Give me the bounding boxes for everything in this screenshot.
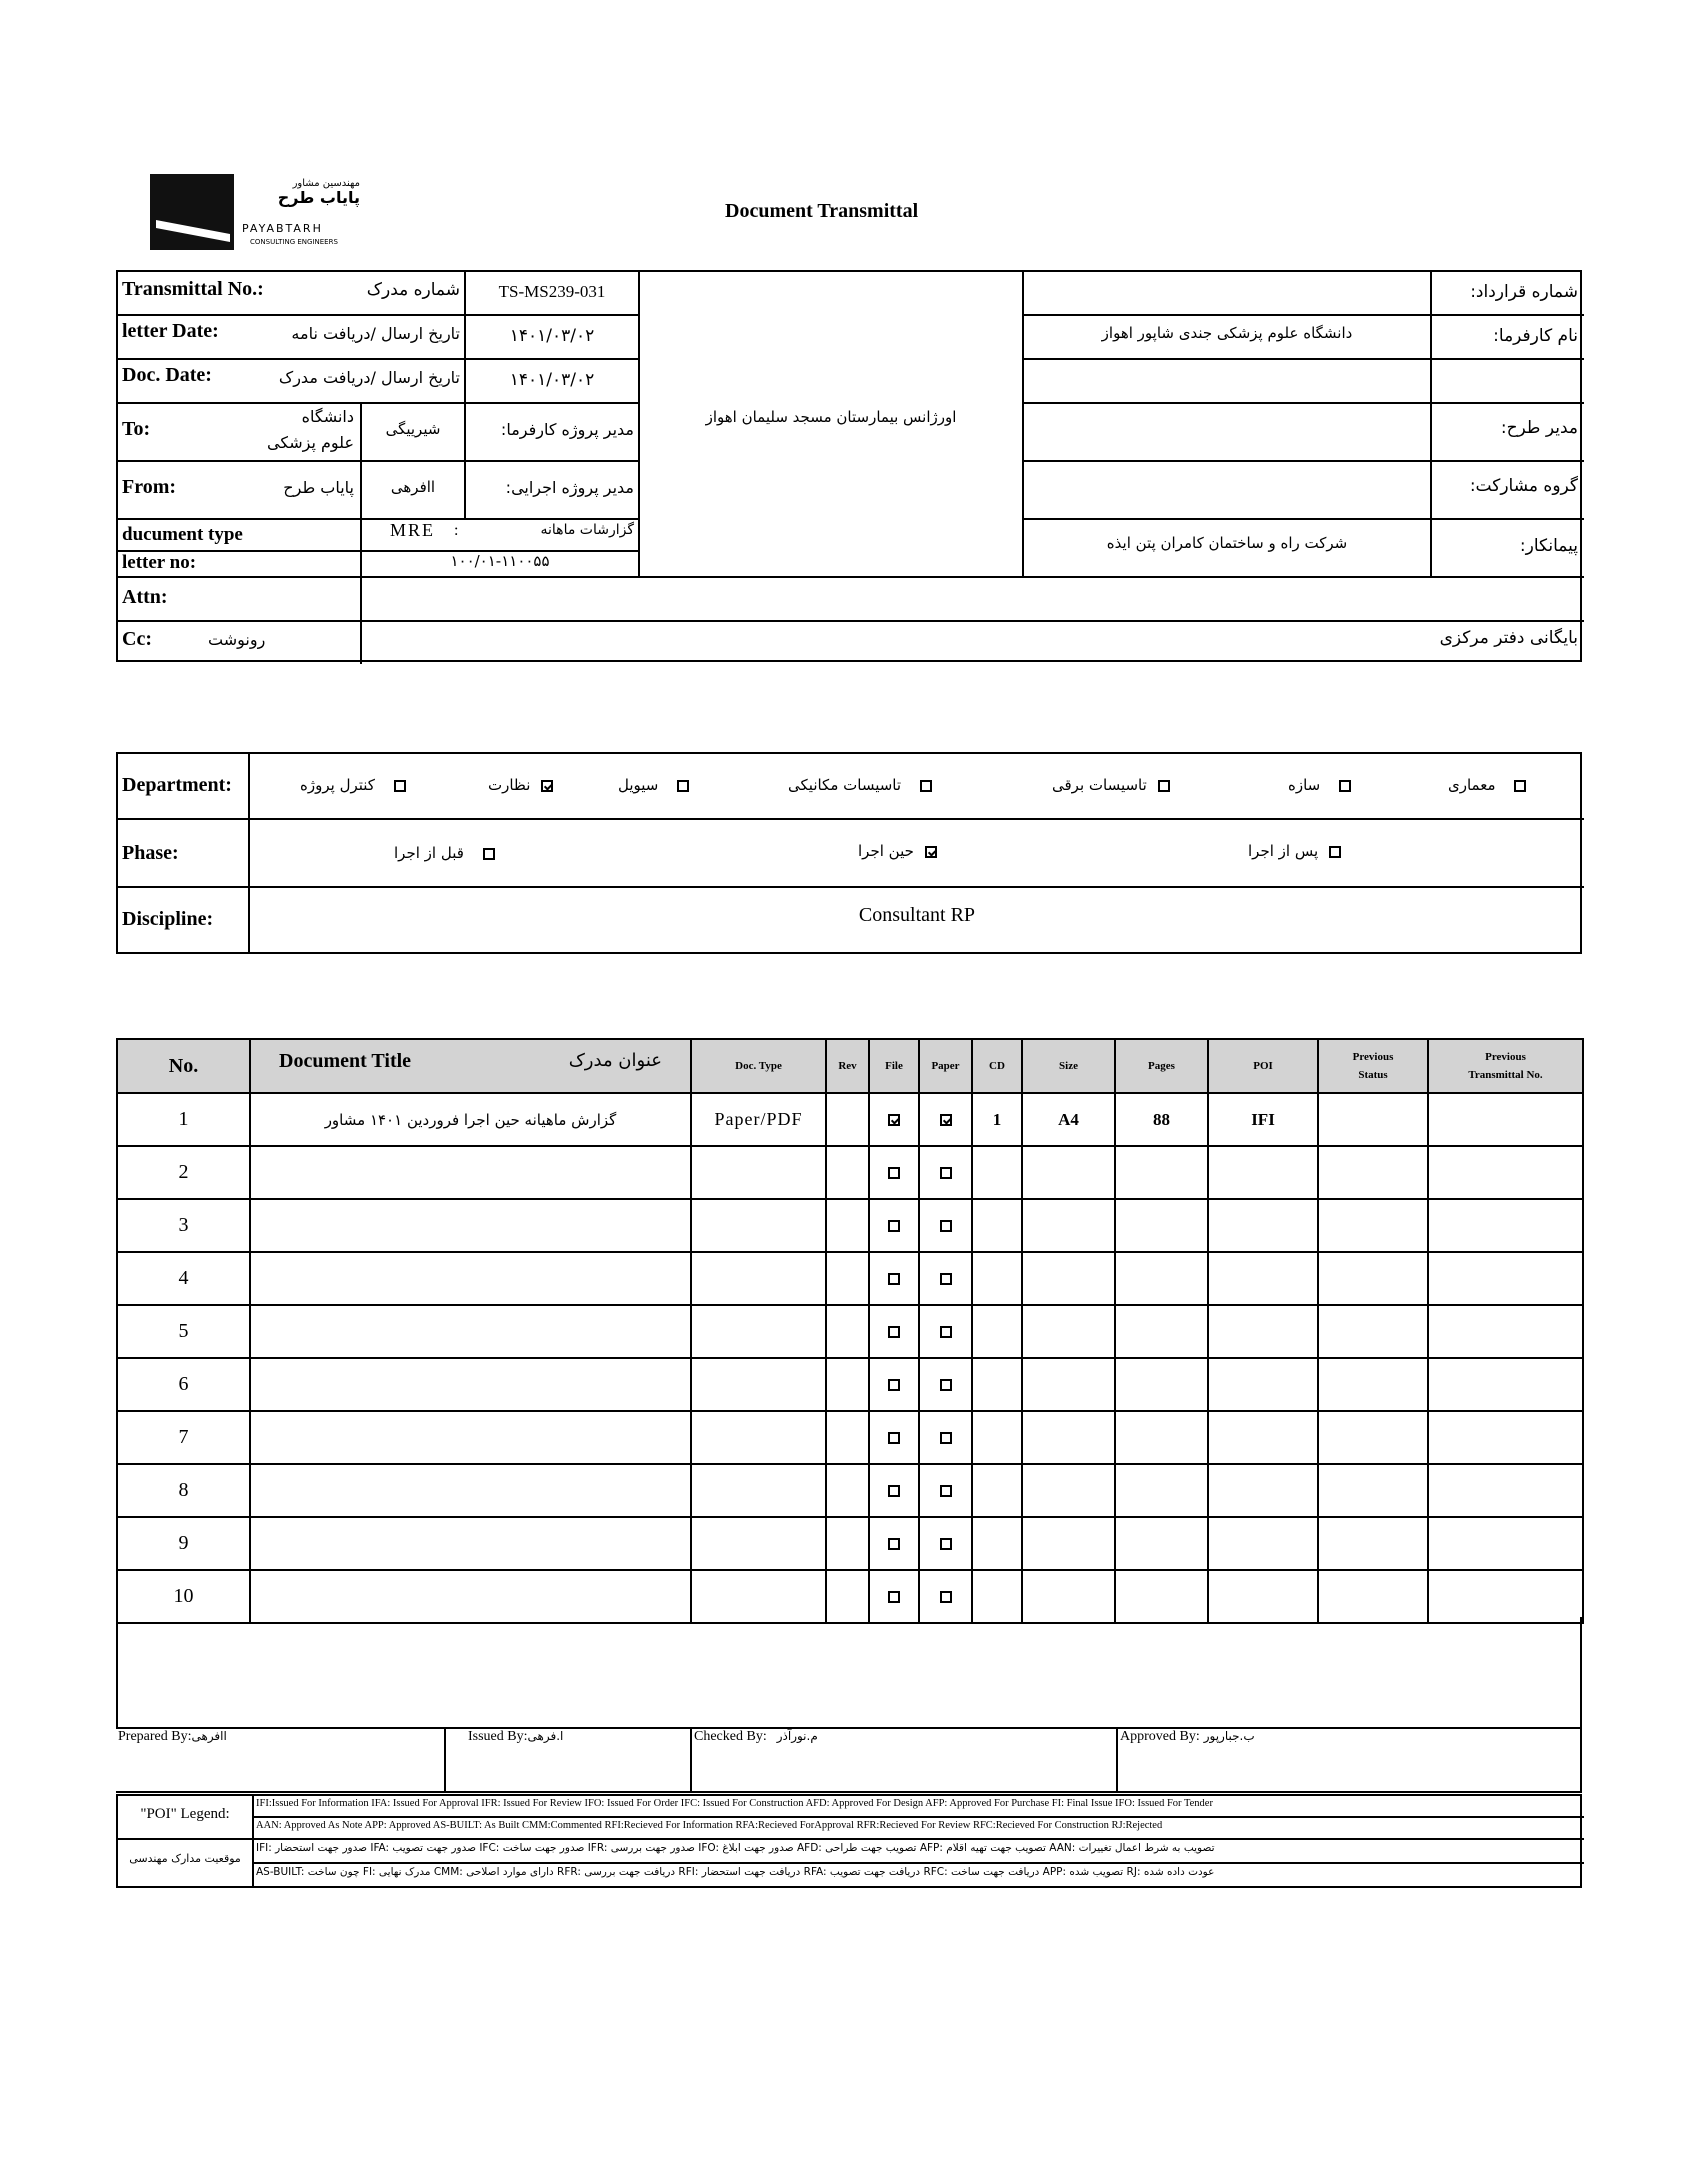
from-role: مدیر پروژه اجرایی: bbox=[505, 478, 634, 497]
row-cd[interactable] bbox=[972, 1252, 1022, 1305]
row-title[interactable] bbox=[250, 1305, 691, 1358]
from-value: پایاب طرح bbox=[283, 478, 354, 497]
row-paper[interactable] bbox=[919, 1464, 972, 1517]
letter-no-label: letter no: bbox=[122, 552, 197, 573]
row-doc-type[interactable] bbox=[691, 1570, 826, 1623]
row-prev-transmittal[interactable] bbox=[1428, 1570, 1583, 1623]
row-cd[interactable] bbox=[972, 1305, 1022, 1358]
row-no[interactable]: 3 bbox=[117, 1199, 250, 1252]
file-checkbox[interactable] bbox=[888, 1379, 900, 1391]
col-rev: Rev bbox=[826, 1039, 869, 1093]
col-pages: Pages bbox=[1115, 1039, 1208, 1093]
dept-item-architecture[interactable] bbox=[1448, 776, 1526, 794]
classification-block bbox=[116, 752, 1582, 954]
transmittal-no-value: TS-MS239-031 bbox=[498, 282, 606, 301]
row-size[interactable] bbox=[1022, 1358, 1115, 1411]
row-no[interactable]: 4 bbox=[117, 1252, 250, 1305]
row-doc-type[interactable]: Paper/PDF bbox=[691, 1093, 826, 1146]
partner-label: گروه مشارکت: bbox=[1469, 476, 1578, 496]
file-checkbox[interactable] bbox=[888, 1485, 900, 1497]
phase-checkbox-during[interactable] bbox=[925, 846, 937, 858]
to-label: To: bbox=[122, 418, 151, 440]
discipline-value: Consultant RP bbox=[858, 904, 976, 926]
table-row bbox=[117, 1199, 1583, 1252]
letter-no-value: ۱۰۰/۰۱-۱۱۰۰۵۵ bbox=[450, 552, 550, 570]
doc-date-value: ۱۴۰۱/۰۳/۰۲ bbox=[509, 370, 595, 390]
row-doc-type[interactable] bbox=[691, 1252, 826, 1305]
row-rev[interactable] bbox=[826, 1093, 869, 1146]
notes-area[interactable] bbox=[116, 1617, 1582, 1729]
col-doc-type: Doc. Type bbox=[691, 1039, 826, 1093]
row-cd[interactable]: 1 bbox=[972, 1093, 1022, 1146]
approved-by-value: ب.جبارپور bbox=[1203, 1729, 1255, 1743]
row-title[interactable] bbox=[250, 1199, 691, 1252]
row-pages[interactable]: 88 bbox=[1115, 1093, 1208, 1146]
prepared-by-label: Prepared By: bbox=[118, 1729, 192, 1744]
row-rev[interactable] bbox=[826, 1146, 869, 1199]
row-file[interactable] bbox=[869, 1517, 919, 1570]
row-paper[interactable] bbox=[919, 1199, 972, 1252]
row-cd[interactable] bbox=[972, 1570, 1022, 1623]
row-title[interactable] bbox=[250, 1411, 691, 1464]
file-checkbox[interactable] bbox=[888, 1273, 900, 1285]
dept-label-electrical: تاسیسات برقی bbox=[1052, 776, 1147, 794]
company-logo bbox=[150, 174, 360, 252]
row-prev-status[interactable] bbox=[1318, 1252, 1428, 1305]
dept-checkbox-electrical[interactable] bbox=[1158, 780, 1170, 792]
paper-checkbox[interactable] bbox=[940, 1326, 952, 1338]
phase-checkbox-after[interactable] bbox=[1329, 846, 1341, 858]
checked-by-label: Checked By: bbox=[694, 1729, 767, 1744]
row-prev-status[interactable] bbox=[1318, 1305, 1428, 1358]
dept-item-supervision[interactable] bbox=[488, 776, 553, 794]
row-pages[interactable] bbox=[1115, 1305, 1208, 1358]
poi-legend-fa-label: موقعیت مدارک مهندسی bbox=[129, 1852, 241, 1865]
dept-label-project-control: کنترل پروژه bbox=[300, 776, 375, 794]
discipline-label: Discipline: bbox=[122, 908, 214, 930]
row-prev-status[interactable] bbox=[1318, 1199, 1428, 1252]
row-paper[interactable] bbox=[919, 1093, 972, 1146]
transmittal-no-fa: شماره مدرک bbox=[366, 280, 460, 300]
row-paper[interactable] bbox=[919, 1517, 972, 1570]
row-prev-transmittal[interactable] bbox=[1428, 1517, 1583, 1570]
client-label: نام کارفرما: bbox=[1493, 326, 1578, 346]
row-poi[interactable]: IFI bbox=[1208, 1093, 1318, 1146]
dept-item-project-control[interactable] bbox=[300, 776, 406, 794]
file-checkbox[interactable] bbox=[888, 1114, 900, 1126]
legend-fa-line2: AS-BUILT: چون ساخت FI: مدرک نهایی CMM: دارای موارد اصلاحی RFR: دریافت جهت بررسی RFI: دریافت جهت استحضار RFA: دریافت جهت تصویب RFC: دریافت جهت ساخت APP: تصویب شده RJ: عودت داده شده bbox=[256, 1866, 1215, 1878]
dept-label-civil: سیویل bbox=[618, 776, 659, 794]
attn-label: Attn: bbox=[122, 586, 168, 608]
row-poi[interactable] bbox=[1208, 1252, 1318, 1305]
row-size[interactable] bbox=[1022, 1305, 1115, 1358]
to-value-line2: علوم پزشکی bbox=[267, 433, 354, 452]
row-prev-transmittal[interactable] bbox=[1428, 1093, 1583, 1146]
cc-fa: رونوشت bbox=[208, 630, 266, 649]
paper-checkbox[interactable] bbox=[940, 1220, 952, 1232]
contract-no-label: شماره قرارداد: bbox=[1470, 282, 1578, 302]
row-poi[interactable] bbox=[1208, 1464, 1318, 1517]
row-file[interactable] bbox=[869, 1305, 919, 1358]
col-title-fa: عنوان مدرک bbox=[568, 1050, 662, 1071]
cc-value: بایگانی دفتر مرکزی bbox=[1439, 628, 1578, 648]
poi-legend-label: "POI" Legend: bbox=[140, 1806, 230, 1822]
row-prev-status[interactable] bbox=[1318, 1517, 1428, 1570]
letter-date-label: letter Date: bbox=[122, 320, 219, 342]
row-doc-type[interactable] bbox=[691, 1358, 826, 1411]
phase-label-after: پس از اجرا bbox=[1248, 842, 1319, 860]
row-file[interactable] bbox=[869, 1358, 919, 1411]
logo-en-line1: PAYABTARH bbox=[242, 222, 323, 235]
row-pages[interactable] bbox=[1115, 1358, 1208, 1411]
department-label: Department: bbox=[122, 774, 232, 796]
issued-by bbox=[468, 1729, 563, 1745]
col-prev-status-line2: Status bbox=[1358, 1069, 1388, 1081]
table-row bbox=[117, 1570, 1583, 1623]
table-row bbox=[117, 1411, 1583, 1464]
dept-label-supervision: نظارت bbox=[488, 776, 531, 794]
row-file[interactable] bbox=[869, 1464, 919, 1517]
doc-date-label: Doc. Date: bbox=[122, 364, 212, 386]
documents-table bbox=[116, 1038, 1584, 1624]
doc-type-sep: : bbox=[454, 522, 459, 539]
logo-fa-line2: پاياب طرح bbox=[277, 188, 360, 207]
to-role: مدیر پروژه کارفرما: bbox=[500, 420, 634, 439]
row-rev[interactable] bbox=[826, 1464, 869, 1517]
poi-legend bbox=[116, 1794, 1582, 1888]
dept-checkbox-project-control[interactable] bbox=[394, 780, 406, 792]
row-size[interactable] bbox=[1022, 1252, 1115, 1305]
row-rev[interactable] bbox=[826, 1199, 869, 1252]
row-doc-type[interactable] bbox=[691, 1517, 826, 1570]
row-file[interactable] bbox=[869, 1146, 919, 1199]
row-no[interactable]: 6 bbox=[117, 1358, 250, 1411]
row-size[interactable] bbox=[1022, 1199, 1115, 1252]
dept-label-architecture: معماری bbox=[1448, 776, 1496, 794]
row-doc-type[interactable] bbox=[691, 1464, 826, 1517]
file-checkbox[interactable] bbox=[888, 1220, 900, 1232]
row-prev-transmittal[interactable] bbox=[1428, 1464, 1583, 1517]
phase-item-before[interactable] bbox=[394, 844, 495, 862]
col-cd: CD bbox=[972, 1039, 1022, 1093]
row-file[interactable] bbox=[869, 1411, 919, 1464]
row-cd[interactable] bbox=[972, 1199, 1022, 1252]
dept-checkbox-mechanical[interactable] bbox=[920, 780, 932, 792]
row-pages[interactable] bbox=[1115, 1146, 1208, 1199]
table-header-row bbox=[117, 1039, 1583, 1093]
dept-item-structure[interactable] bbox=[1288, 776, 1351, 794]
row-poi[interactable] bbox=[1208, 1411, 1318, 1464]
dept-item-electrical[interactable] bbox=[1052, 776, 1170, 794]
prepared-by-value: اافرهی bbox=[191, 1729, 227, 1743]
row-title[interactable] bbox=[250, 1252, 691, 1305]
row-cd[interactable] bbox=[972, 1146, 1022, 1199]
checked-by bbox=[694, 1729, 818, 1745]
doc-type-fa: گزارشات ماهانه bbox=[540, 522, 634, 538]
doc-type-code: MRE bbox=[390, 520, 436, 540]
row-title[interactable] bbox=[250, 1570, 691, 1623]
cc-label: Cc: bbox=[122, 628, 152, 650]
phase-item-after[interactable] bbox=[1248, 842, 1341, 860]
row-no[interactable]: 7 bbox=[117, 1411, 250, 1464]
contractor-label: پیمانکار: bbox=[1519, 536, 1578, 556]
dept-checkbox-civil[interactable] bbox=[677, 780, 689, 792]
row-prev-status[interactable] bbox=[1318, 1570, 1428, 1623]
row-rev[interactable] bbox=[826, 1517, 869, 1570]
col-title bbox=[250, 1039, 691, 1093]
issued-by-label: Issued By: bbox=[468, 1729, 528, 1744]
checked-by-value: م.نورآذر bbox=[776, 1729, 818, 1743]
row-doc-type[interactable] bbox=[691, 1146, 826, 1199]
paper-checkbox[interactable] bbox=[940, 1538, 952, 1550]
row-prev-status[interactable] bbox=[1318, 1358, 1428, 1411]
dept-item-civil[interactable] bbox=[618, 776, 689, 794]
row-size[interactable] bbox=[1022, 1146, 1115, 1199]
row-paper[interactable] bbox=[919, 1146, 972, 1199]
row-size[interactable] bbox=[1022, 1411, 1115, 1464]
from-person: اافرهی bbox=[390, 478, 436, 496]
paper-checkbox[interactable] bbox=[940, 1273, 952, 1285]
row-doc-type[interactable] bbox=[691, 1199, 826, 1252]
row-poi[interactable] bbox=[1208, 1146, 1318, 1199]
row-title[interactable] bbox=[250, 1464, 691, 1517]
row-doc-type[interactable] bbox=[691, 1411, 826, 1464]
file-checkbox[interactable] bbox=[888, 1432, 900, 1444]
row-paper[interactable] bbox=[919, 1252, 972, 1305]
row-no[interactable]: 1 bbox=[117, 1093, 250, 1146]
row-paper[interactable] bbox=[919, 1358, 972, 1411]
paper-checkbox[interactable] bbox=[940, 1167, 952, 1179]
col-prev-trans-line1: Previous bbox=[1485, 1051, 1526, 1063]
row-no[interactable]: 2 bbox=[117, 1146, 250, 1199]
row-no[interactable]: 9 bbox=[117, 1517, 250, 1570]
paper-checkbox[interactable] bbox=[940, 1114, 952, 1126]
row-prev-status[interactable] bbox=[1318, 1411, 1428, 1464]
row-poi[interactable] bbox=[1208, 1570, 1318, 1623]
from-label: From: bbox=[122, 476, 177, 498]
col-no: No. bbox=[117, 1039, 250, 1093]
logo-fa-line1: مهندسين مشاور bbox=[292, 178, 360, 189]
row-prev-status[interactable] bbox=[1318, 1464, 1428, 1517]
info-block bbox=[116, 270, 1582, 662]
letter-date-fa: تاریخ ارسال /دریافت نامه bbox=[291, 324, 460, 343]
dept-checkbox-supervision[interactable] bbox=[541, 780, 553, 792]
row-prev-transmittal[interactable] bbox=[1428, 1411, 1583, 1464]
row-size[interactable] bbox=[1022, 1570, 1115, 1623]
row-no[interactable]: 5 bbox=[117, 1305, 250, 1358]
col-file: File bbox=[869, 1039, 919, 1093]
row-cd[interactable] bbox=[972, 1517, 1022, 1570]
table-row bbox=[117, 1146, 1583, 1199]
row-prev-transmittal[interactable] bbox=[1428, 1305, 1583, 1358]
row-size[interactable] bbox=[1022, 1464, 1115, 1517]
dept-label-mechanical: تاسیسات مکانیکی bbox=[788, 776, 902, 794]
col-poi: POI bbox=[1208, 1039, 1318, 1093]
row-prev-transmittal[interactable] bbox=[1428, 1199, 1583, 1252]
table-row bbox=[117, 1252, 1583, 1305]
col-prev-transmittal bbox=[1428, 1039, 1583, 1093]
contractor-value: شرکت راه و ساختمان کامران پتن ایذه bbox=[1106, 534, 1348, 552]
dept-checkbox-structure[interactable] bbox=[1339, 780, 1351, 792]
approved-by-label: Approved By: bbox=[1120, 1729, 1200, 1744]
table-row bbox=[117, 1517, 1583, 1570]
row-prev-status[interactable] bbox=[1318, 1093, 1428, 1146]
row-poi[interactable] bbox=[1208, 1199, 1318, 1252]
approved-by bbox=[1120, 1729, 1255, 1745]
row-size[interactable]: A4 bbox=[1022, 1093, 1115, 1146]
table-row bbox=[117, 1358, 1583, 1411]
row-rev[interactable] bbox=[826, 1358, 869, 1411]
doc-date-fa: تاریخ ارسال /دریافت مدرک bbox=[278, 368, 460, 387]
phase-label-before: قبل از اجرا bbox=[394, 844, 464, 862]
paper-checkbox[interactable] bbox=[940, 1379, 952, 1391]
prepared-by bbox=[118, 1729, 227, 1745]
row-prev-transmittal[interactable] bbox=[1428, 1252, 1583, 1305]
logo-mark-icon bbox=[150, 174, 234, 250]
row-pages[interactable] bbox=[1115, 1411, 1208, 1464]
legend-en-line1: IFI:Issued For Information IFA: Issued For Approval IFR: Issued For Review IFO: Issued For Order IFC: Issued For Construction AFD: Approved For Design AFP: Approved For Purchase FI: Final Issue IFO: Issued For Tender bbox=[256, 1798, 1213, 1809]
issued-by-value: ا.فرهی bbox=[527, 1729, 564, 1743]
phase-item-during[interactable] bbox=[858, 842, 937, 860]
col-prev-status-line1: Previous bbox=[1352, 1051, 1394, 1063]
row-pages[interactable] bbox=[1115, 1517, 1208, 1570]
phase-label-during: حین اجرا bbox=[858, 842, 914, 860]
row-prev-transmittal[interactable] bbox=[1428, 1146, 1583, 1199]
table-row bbox=[117, 1464, 1583, 1517]
row-prev-status[interactable] bbox=[1318, 1146, 1428, 1199]
col-title-en: Document Title bbox=[279, 1050, 412, 1072]
table-row bbox=[117, 1093, 1583, 1146]
row-rev[interactable] bbox=[826, 1305, 869, 1358]
row-no[interactable]: 10 bbox=[117, 1570, 250, 1623]
paper-checkbox[interactable] bbox=[940, 1591, 952, 1603]
project-name: اورژانس بیمارستان مسجد سلیمان اهواز bbox=[705, 408, 957, 426]
row-title[interactable] bbox=[250, 1517, 691, 1570]
file-checkbox[interactable] bbox=[888, 1538, 900, 1550]
row-paper[interactable] bbox=[919, 1570, 972, 1623]
row-title[interactable] bbox=[250, 1358, 691, 1411]
paper-checkbox[interactable] bbox=[940, 1432, 952, 1444]
row-file[interactable] bbox=[869, 1093, 919, 1146]
row-cd[interactable] bbox=[972, 1411, 1022, 1464]
row-poi[interactable] bbox=[1208, 1517, 1318, 1570]
to-value-line1: دانشگاه bbox=[301, 407, 354, 426]
row-no[interactable]: 8 bbox=[117, 1464, 250, 1517]
row-rev[interactable] bbox=[826, 1252, 869, 1305]
legend-en-line2: AAN: Approved As Note APP: Approved AS-BUILT: As Built CMM:Commented RFI:Recieved For Information RFA:Recieved ForApproval RFR:Recieved For Review RFC:Recieved For Construction RJ:Rejected bbox=[256, 1820, 1163, 1831]
file-checkbox[interactable] bbox=[888, 1326, 900, 1338]
file-checkbox[interactable] bbox=[888, 1167, 900, 1179]
row-title[interactable] bbox=[250, 1146, 691, 1199]
row-pages[interactable] bbox=[1115, 1570, 1208, 1623]
row-prev-transmittal[interactable] bbox=[1428, 1358, 1583, 1411]
logo-en-line2: CONSULTING ENGINEERS bbox=[250, 238, 338, 246]
col-size: Size bbox=[1022, 1039, 1115, 1093]
to-person: شیرییگی bbox=[385, 420, 441, 438]
designer-label: مدیر طرح: bbox=[1500, 418, 1578, 438]
transmittal-no-label: Transmittal No.: bbox=[122, 278, 264, 300]
row-file[interactable] bbox=[869, 1199, 919, 1252]
row-pages[interactable] bbox=[1115, 1252, 1208, 1305]
legend-fa-line1: IFI: صدور جهت استحضار IFA: صدور جهت تصویب IFC: صدور جهت ساخت IFR: صدور جهت بررسی IFO: صدور جهت ابلاغ AFD: تصویب جهت طراحی AFP: تصویب جهت تهیه اقلام AAN: تصویب به شرط اعمال تغییرات bbox=[256, 1842, 1215, 1854]
row-size[interactable] bbox=[1022, 1517, 1115, 1570]
file-checkbox[interactable] bbox=[888, 1591, 900, 1603]
table-row bbox=[117, 1305, 1583, 1358]
dept-item-mechanical[interactable] bbox=[788, 776, 932, 794]
col-paper: Paper bbox=[919, 1039, 972, 1093]
doc-type-label: ducument type bbox=[122, 524, 243, 545]
row-file[interactable] bbox=[869, 1252, 919, 1305]
page-title: Document Transmittal bbox=[725, 200, 919, 222]
row-paper[interactable] bbox=[919, 1305, 972, 1358]
row-cd[interactable] bbox=[972, 1464, 1022, 1517]
dept-checkbox-architecture[interactable] bbox=[1514, 780, 1526, 792]
row-pages[interactable] bbox=[1115, 1464, 1208, 1517]
phase-label: Phase: bbox=[122, 842, 179, 864]
client-value: دانشگاه علوم پزشکی جندی شاپور اهواز bbox=[1101, 324, 1353, 342]
row-poi[interactable] bbox=[1208, 1305, 1318, 1358]
row-file[interactable] bbox=[869, 1570, 919, 1623]
phase-checkbox-before[interactable] bbox=[483, 848, 495, 860]
row-title[interactable]: گزارش ماهیانه حین اجرا فروردین ۱۴۰۱ مشاور bbox=[250, 1093, 691, 1146]
row-rev[interactable] bbox=[826, 1411, 869, 1464]
row-doc-type[interactable] bbox=[691, 1305, 826, 1358]
row-pages[interactable] bbox=[1115, 1199, 1208, 1252]
col-prev-status bbox=[1318, 1039, 1428, 1093]
signature-block bbox=[116, 1727, 1582, 1793]
row-rev[interactable] bbox=[826, 1570, 869, 1623]
row-cd[interactable] bbox=[972, 1358, 1022, 1411]
paper-checkbox[interactable] bbox=[940, 1485, 952, 1497]
row-paper[interactable] bbox=[919, 1411, 972, 1464]
row-poi[interactable] bbox=[1208, 1358, 1318, 1411]
dept-label-structure: سازه bbox=[1288, 776, 1321, 794]
col-prev-trans-line2: Transmittal No. bbox=[1468, 1069, 1543, 1081]
letter-date-value: ۱۴۰۱/۰۳/۰۲ bbox=[509, 326, 595, 346]
